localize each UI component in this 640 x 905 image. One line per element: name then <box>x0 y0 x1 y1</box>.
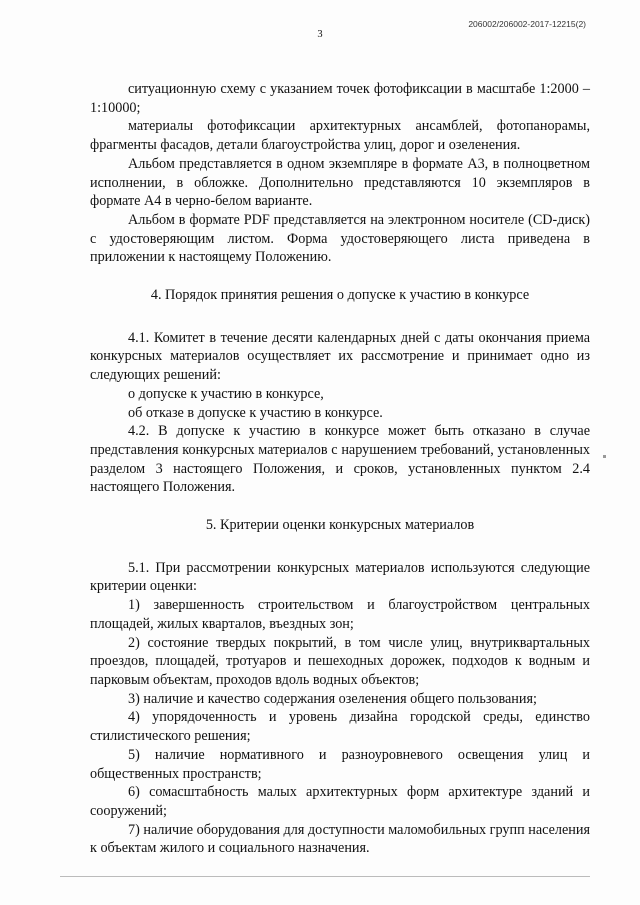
section-heading: 5. Критерии оценки конкурсных материалов <box>205 517 475 534</box>
paragraph: Альбом представляется в одном экземпляре в формате А3, в полноцветном исполнении, в обложке. Дополнительно представляются 10 экземпляров в формате А4 в черно-белом варианте. <box>90 155 590 210</box>
list-item: о допуске к участию в конкурсе, <box>128 385 324 402</box>
list-item: 4) упорядоченность и уровень дизайна городской среды, единство стилистического решения; <box>90 709 590 745</box>
list-item: 6) сомасштабность малых архитектурных форм архитектуре зданий и сооружений; <box>90 784 590 819</box>
paragraph: 5.1. При рассмотрении конкурсных материалов используются следующие критерии оценки: <box>90 559 590 595</box>
list-item: 3) наличие и качество содержания озеленения общего пользования; <box>128 690 537 707</box>
scan-edge-line <box>60 876 590 877</box>
list-item: 2) состояние твердых покрытий, в том числе улиц, внутриквартальных проездов, площадей, тротуаров и пешеходных дорожек, подходов к водным и парковым объектам, проходов вдоль водных объектов; <box>90 634 590 688</box>
list-item: об отказе в допуске к участию в конкурсе. <box>128 404 383 421</box>
document-body <box>90 80 590 858</box>
section-heading: 4. Порядок принятия решения о допуске к участию в конкурсе <box>150 287 530 304</box>
paragraph: 4.1. Комитет в течение десяти календарных дней с даты окончания приема конкурсных материалов осуществляет их рассмотрение и принимает одно из следующих решений: <box>90 329 590 384</box>
document-id: 206002/206002-2017-12215(2) <box>468 19 586 29</box>
scan-mark <box>603 455 606 458</box>
paragraph: 4.2. В допуске к участию в конкурсе может быть отказано в случае представления конкурсных материалов с нарушением требований, установленных разделом 3 настоящего Положения, и сроков, установленных пунктом 2.4 настоящего Положения. <box>90 423 590 496</box>
list-item: 1) завершенность строительством и благоустройством центральных площадей, жилых кварталов, въездных зон; <box>90 597 590 632</box>
page-number: 3 <box>317 29 323 40</box>
list-item: 5) наличие нормативного и разноуровневого освещения улиц и общественных пространств; <box>90 746 590 782</box>
paragraph: материалы фотофиксации архитектурных ансамблей, фотопанорамы, фрагменты фасадов, детали благоустройства улиц, дорог и озеленения. <box>90 118 590 154</box>
paragraph: ситуационную схему с указанием точек фотофиксации в масштабе 1:2000 – 1:10000; <box>90 81 590 116</box>
list-item: 7) наличие оборудования для доступности маломобильных групп населения к объектам жилого и социального назначения. <box>90 821 590 857</box>
paragraph: Альбом в формате PDF представляется на электронном носителе (CD-диск) с удостоверяющим листом. Форма удостоверяющего листа приведена в приложении к настоящему Положению. <box>90 211 590 266</box>
